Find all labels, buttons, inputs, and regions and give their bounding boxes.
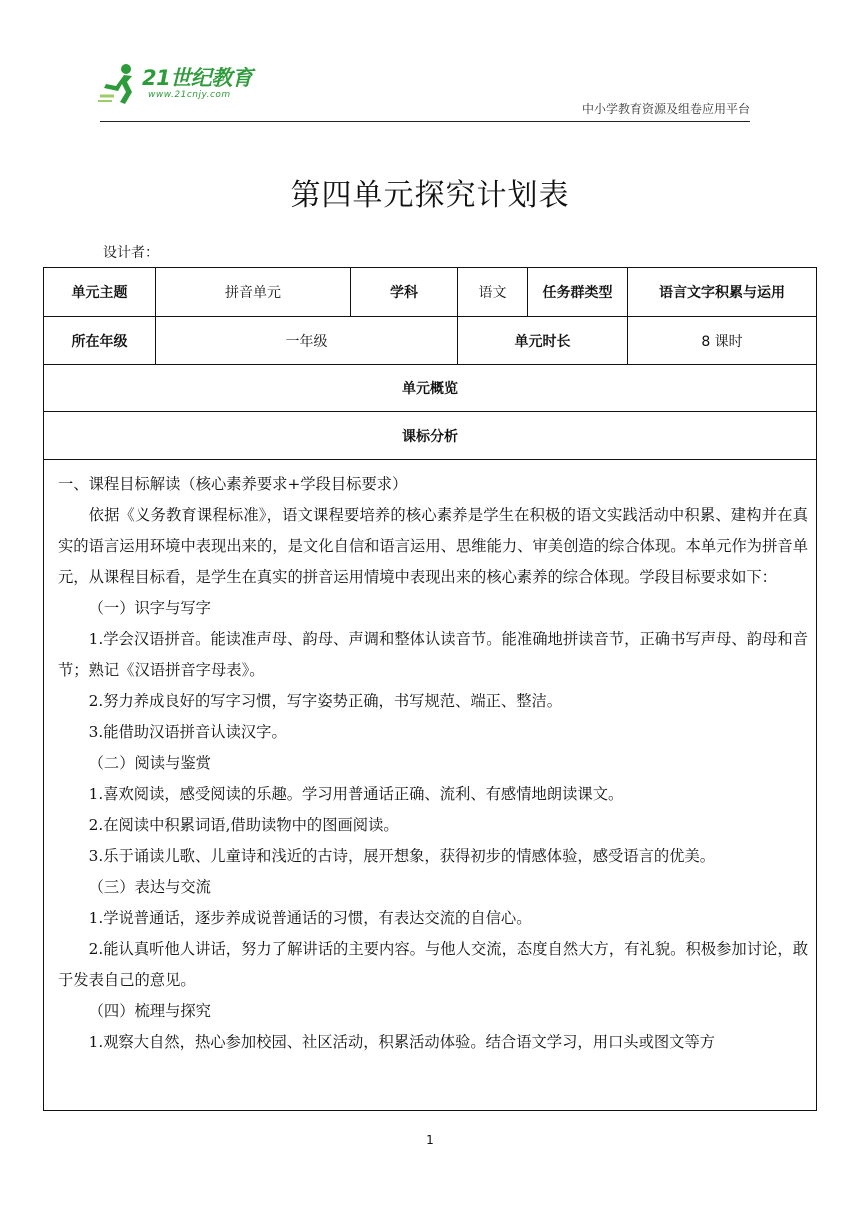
- analysis-heading: 课标分析: [402, 428, 458, 445]
- grade-value: 一年级: [156, 317, 458, 364]
- list-item: 1.观察大自然，热心参加校园、社区活动，积累活动体验。结合语文学习，用口头或图文等方: [88, 1033, 716, 1051]
- list-item: 2.努力养成良好的写字习惯，写字姿势正确，书写规范、端正、整洁。: [88, 692, 563, 710]
- subject-value: 语文: [458, 268, 528, 316]
- theme-value: 拼音单元: [156, 268, 351, 316]
- task-value: 语言文字积累与运用: [659, 285, 785, 301]
- logo-text: 21世纪教育: [142, 66, 253, 90]
- list-item: 3.能借助汉语拼音认读汉字。: [88, 723, 287, 741]
- subject-label: 学科: [351, 268, 458, 316]
- list-item: 2.在阅读中积累词语,借助读物中的图画阅读。: [88, 816, 399, 834]
- designer-label: 设计者：: [103, 245, 159, 261]
- subsection-title: （三）表达与交流: [88, 878, 211, 896]
- logo-url: www.21cnjy.com: [148, 90, 231, 100]
- platform-name: 中小学教育资源及组卷应用平台: [581, 102, 750, 116]
- list-item: 3.乐于诵读儿歌、儿童诗和浅近的古诗，展开想象，获得初步的情感体验，感受语言的优美。: [88, 847, 716, 865]
- intro-paragraph: 依据《义务教育课程标准》，语文课程要培养的核心素养是学生在积极的语文实践活动中积累、建构并在真实的语言运用环境中表现出来的，是文化自信和语言运用、思维能力、审美创造的综合体现。本单元作为拼音单元，从课程目标看，是学生在真实的拼音运用情境中表现出来的核心素养的综合体现。学段目标要求如下：: [58, 506, 808, 586]
- list-item: 2.能认真听他人讲话，努力了解讲话的主要内容。与他人交流，态度自然大方，有礼貌。积极参加讨论，敢于发表自己的意见。: [58, 940, 808, 989]
- list-item: 1.学会汉语拼音。能读准声母、韵母、声调和整体认读音节。能准确地拼读音节，正确书写声母、韵母和音节；熟记《汉语拼音字母表》。: [58, 630, 808, 679]
- header-divider: [100, 121, 750, 122]
- duration-label: 单元时长: [458, 317, 628, 364]
- duration-value: 8 课时: [701, 333, 743, 350]
- document-title: 第四单元探究计划表: [290, 178, 570, 213]
- list-item: 1.喜欢阅读，感受阅读的乐趣。学习用普通话正确、流利、有感情地朗读课文。: [88, 785, 624, 803]
- list-item: 1.学说普通话，逐步养成说普通话的习惯，有表达交流的自信心。: [88, 909, 532, 927]
- table-row: [44, 365, 816, 412]
- overview-heading: 单元概览: [402, 381, 458, 397]
- grade-label: 所在年级: [44, 317, 156, 364]
- table-row: [44, 268, 816, 317]
- plan-table: [43, 267, 817, 1111]
- analysis-content: [58, 469, 808, 1058]
- running-figure-icon: [98, 62, 142, 106]
- subsection-title: （二）阅读与鉴赏: [88, 754, 211, 772]
- table-row: [44, 317, 816, 365]
- theme-label: 单元主题: [44, 268, 156, 316]
- logo: [98, 62, 268, 108]
- subsection-title: （四）梳理与探究: [88, 1002, 211, 1020]
- page-number: 1: [426, 1133, 434, 1147]
- section-heading: 一、课程目标解读（核心素养要求+学段目标要求）: [58, 475, 408, 493]
- page-header: [0, 0, 860, 130]
- table-row: [44, 412, 816, 460]
- subsection-title: （一）识字与写字: [88, 599, 211, 617]
- task-label: 任务群类型: [528, 268, 628, 316]
